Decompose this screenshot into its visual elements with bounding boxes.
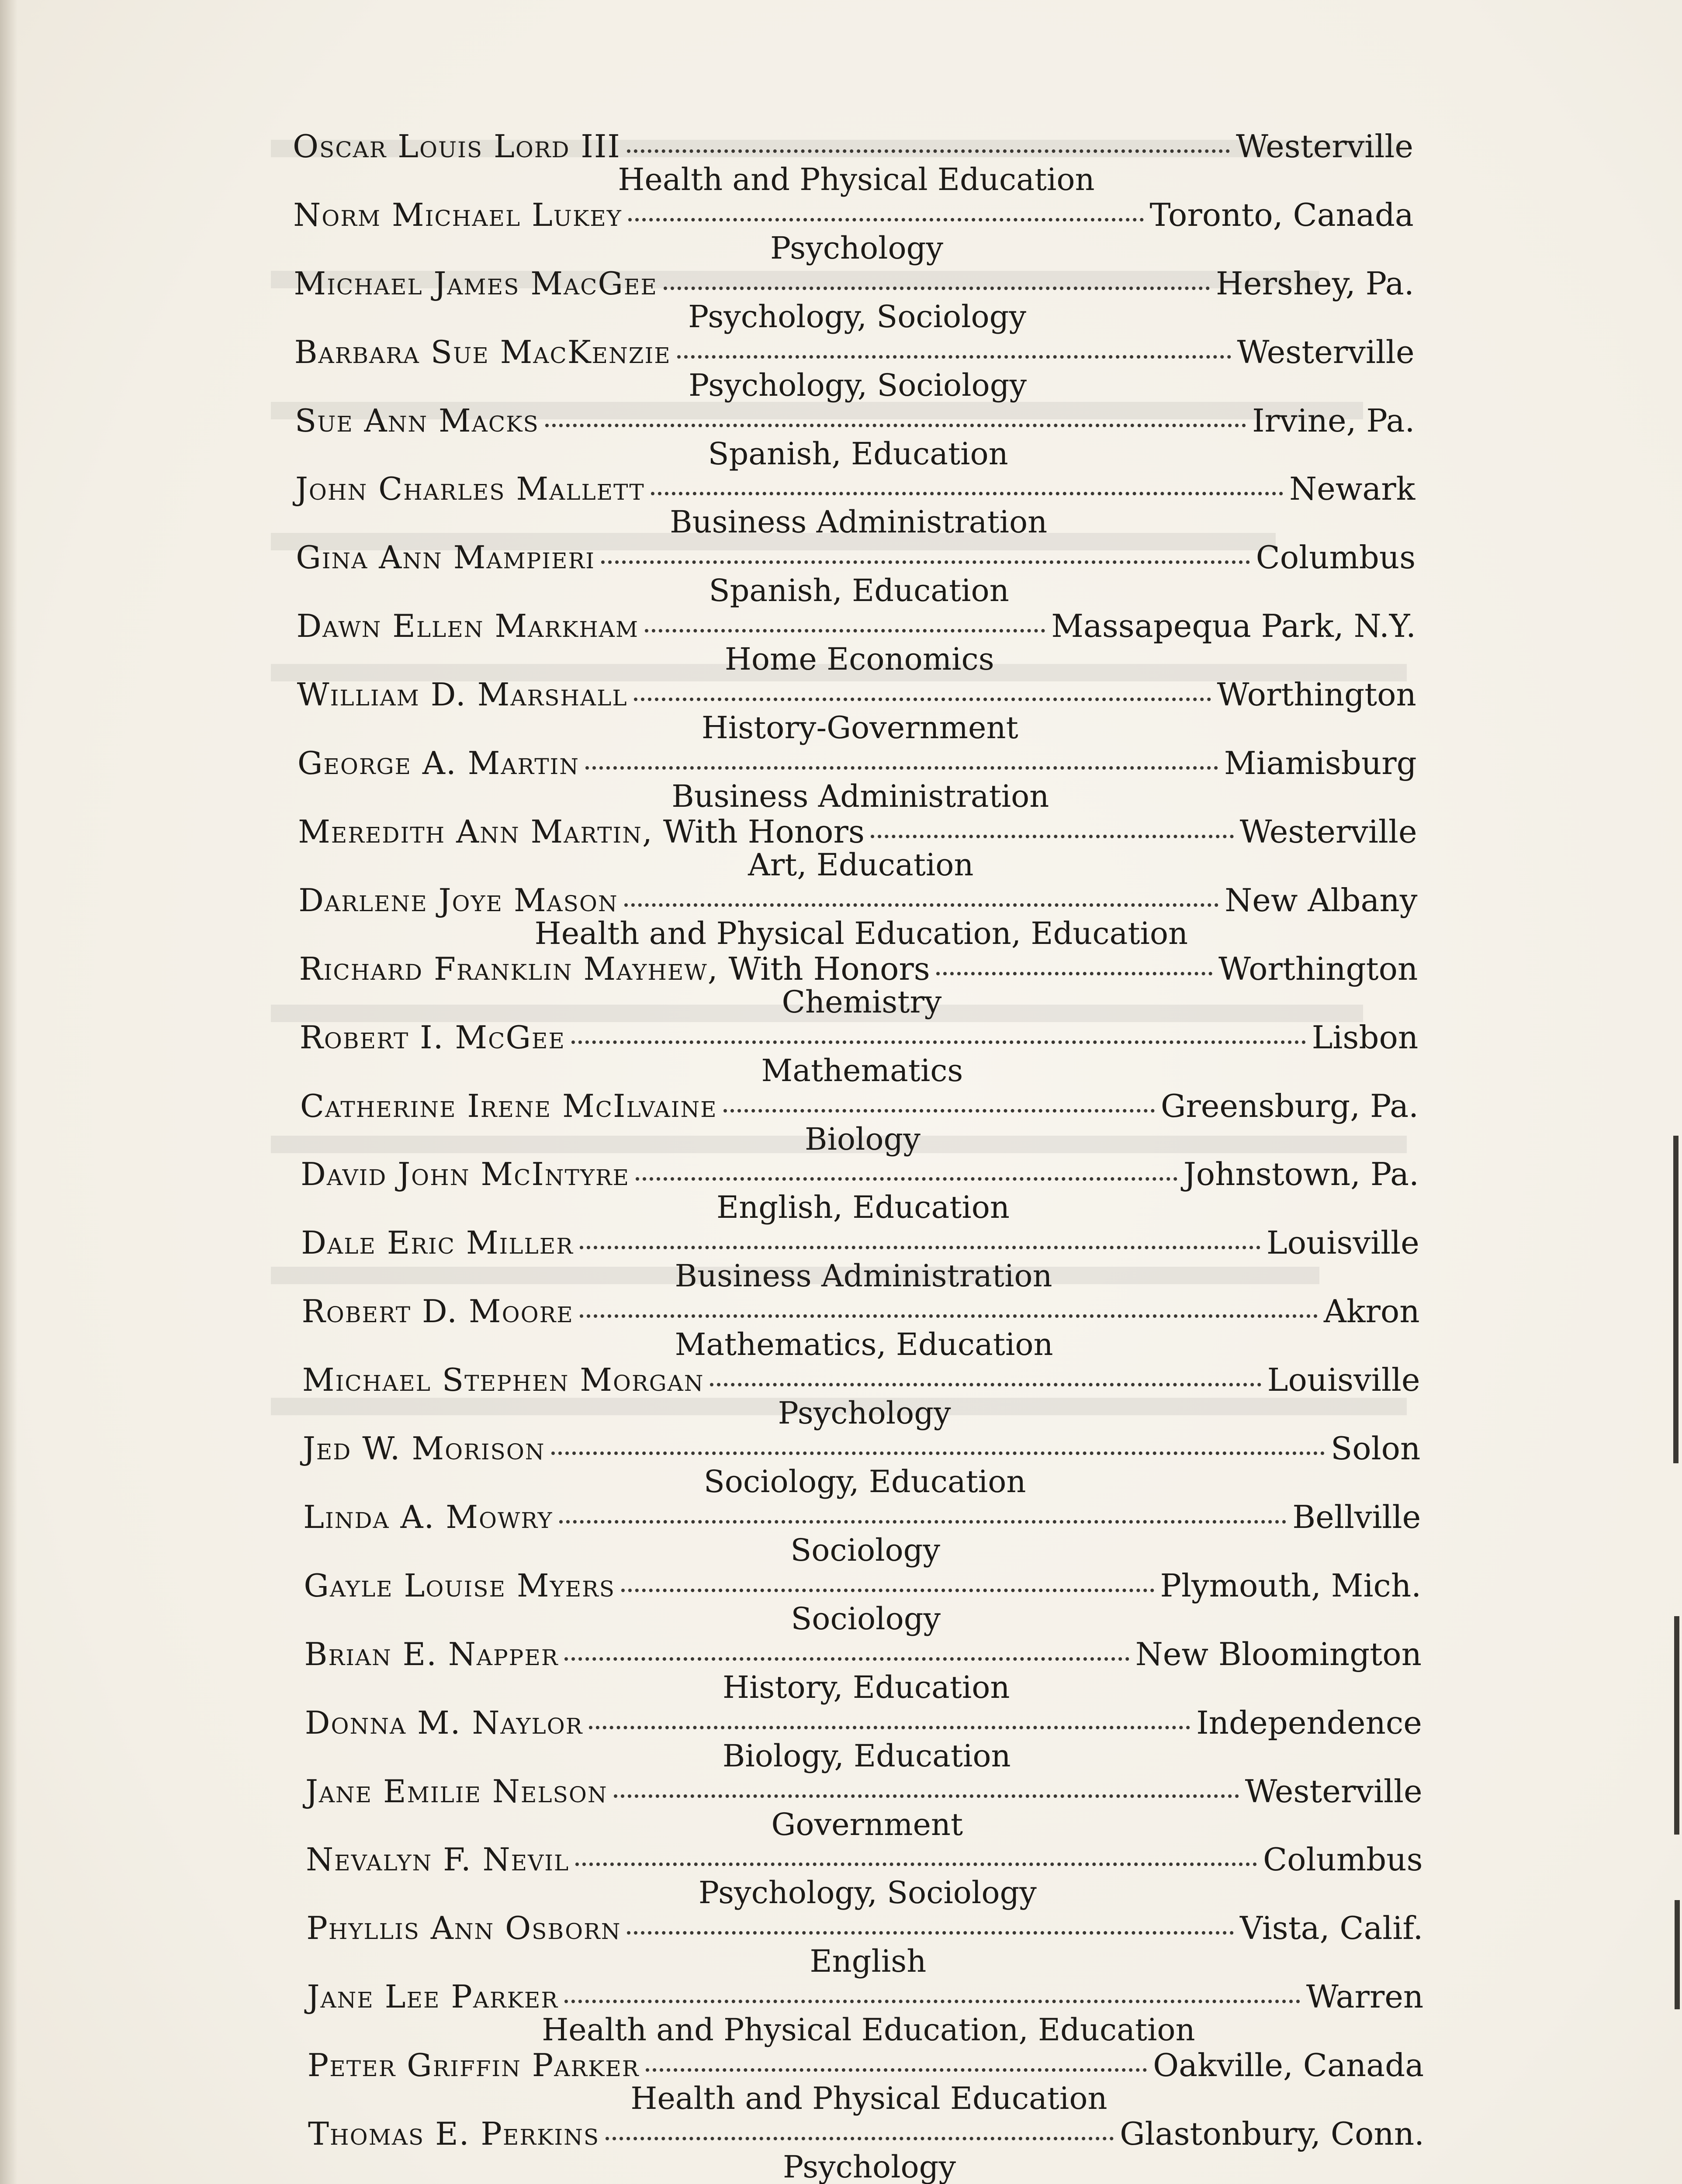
- dot-leader: [585, 766, 1218, 770]
- major-field: Health and Physical Education: [630, 2080, 1107, 2117]
- hometown: Glastonbury, Conn.: [1120, 2115, 1424, 2152]
- major-field: Business Administration: [670, 504, 1048, 540]
- major-field: Spanish, Education: [709, 573, 1009, 609]
- major-field: English: [810, 1943, 927, 1980]
- dot-leader: [614, 1794, 1239, 1798]
- dot-leader: [624, 903, 1219, 907]
- dot-leader: [634, 698, 1211, 701]
- hometown: Worthington: [1218, 950, 1418, 987]
- graduate-name: Dale Eric Miller: [301, 1224, 574, 1261]
- graduate-name: Oscar Louis Lord III: [293, 128, 621, 165]
- major-field: Health and Physical Education, Education: [534, 915, 1188, 951]
- graduate-name: Linda A. Mowry: [303, 1498, 553, 1535]
- dot-leader: [564, 1657, 1129, 1661]
- graduate-name: Robert D. Moore: [301, 1293, 574, 1330]
- dot-leader: [601, 560, 1250, 564]
- hometown: Warren: [1306, 1978, 1424, 2015]
- dot-leader: [551, 1451, 1325, 1455]
- major-field: Home Economics: [724, 641, 994, 677]
- dot-leader: [606, 2137, 1114, 2140]
- hometown: New Albany: [1225, 881, 1418, 919]
- major-field: Sociology: [790, 1532, 941, 1568]
- major-field: Art, Education: [748, 847, 974, 883]
- hometown: Columbus: [1256, 539, 1416, 576]
- dot-leader: [545, 424, 1246, 427]
- graduate-name: Robert I. McGee: [299, 1019, 565, 1056]
- major-field: History-Government: [701, 710, 1018, 746]
- major-field: Psychology: [778, 1395, 951, 1431]
- graduate-name: Darlene Joye Mason: [298, 881, 618, 919]
- hometown: Westerville: [1236, 128, 1413, 165]
- dot-leader: [571, 1040, 1306, 1044]
- graduate-name: Barbara Sue MacKenzie: [294, 333, 671, 370]
- dot-leader: [710, 1383, 1261, 1386]
- hometown: Plymouth, Mich.: [1160, 1567, 1422, 1604]
- hometown: Independence: [1196, 1704, 1422, 1741]
- honors-note: With Honors: [653, 813, 865, 850]
- hometown: Irvine, Pa.: [1252, 402, 1415, 439]
- major-field: Business Administration: [675, 1258, 1052, 1294]
- hometown: Bellville: [1292, 1498, 1421, 1535]
- graduate-name: Nevalyn F. Nevil: [306, 1841, 570, 1878]
- hometown: Westerville: [1239, 813, 1417, 850]
- dot-leader: [627, 1931, 1234, 1935]
- graduate-name: Gayle Louise Myers: [304, 1567, 615, 1604]
- hometown: Newark: [1289, 470, 1416, 508]
- graduate-name: Catherine Irene McIlvaine: [300, 1087, 717, 1124]
- dot-leader: [580, 1314, 1318, 1318]
- major-field: Biology: [805, 1121, 921, 1157]
- hometown: Oakville, Canada: [1153, 2047, 1424, 2084]
- hometown: Lisbon: [1312, 1019, 1419, 1056]
- hometown: Louisville: [1266, 1224, 1419, 1261]
- dot-leader: [664, 287, 1210, 290]
- major-field: History, Education: [722, 1669, 1010, 1705]
- major-field: Psychology, Sociology: [698, 1875, 1037, 1911]
- hometown: Miamisburg: [1224, 745, 1417, 782]
- dot-leader: [646, 2068, 1147, 2072]
- hometown: Louisville: [1267, 1362, 1420, 1399]
- graduate-name: Jane Emilie Nelson: [305, 1773, 608, 1810]
- dot-leader: [559, 1520, 1287, 1524]
- hometown: Solon: [1330, 1430, 1421, 1467]
- graduate-name: Jed W. Morison: [302, 1430, 545, 1467]
- hometown: New Bloomington: [1135, 1635, 1422, 1673]
- graduate-name: David John McIntyre: [301, 1156, 630, 1193]
- hometown: Akron: [1323, 1293, 1420, 1330]
- major-field: Sociology, Education: [703, 1464, 1026, 1500]
- major-field: Sociology: [791, 1600, 941, 1637]
- dot-leader: [677, 355, 1231, 359]
- hometown: Columbus: [1263, 1841, 1423, 1878]
- graduate-name: Sue Ann Macks: [294, 402, 539, 439]
- dot-leader: [575, 1863, 1257, 1866]
- dot-leader: [564, 2000, 1300, 2003]
- honors-note: With Honors: [718, 950, 930, 987]
- hometown: Toronto, Canada: [1149, 196, 1414, 233]
- graduate-name: Gina Ann Mampieri: [296, 539, 595, 576]
- hometown: Johnstown, Pa.: [1183, 1156, 1419, 1193]
- hometown: Massapequa Park, N.Y.: [1051, 608, 1416, 645]
- graduate-name: Donna M. Naylor: [305, 1704, 583, 1741]
- major-field: Psychology, Sociology: [688, 298, 1027, 335]
- graduate-name: Dawn Ellen Markham: [296, 608, 639, 645]
- major-field: Health and Physical Education, Education: [542, 2012, 1195, 2048]
- major-field: Mathematics: [761, 1052, 963, 1089]
- graduate-name: George A. Martin: [297, 745, 580, 782]
- major-field: Psychology, Sociology: [689, 367, 1027, 403]
- dot-leader: [645, 629, 1045, 632]
- graduate-name: Michael James MacGee: [294, 265, 658, 302]
- hometown: Hershey, Pa.: [1216, 265, 1414, 302]
- graduate-name: William D. Marshall: [297, 676, 628, 713]
- major-field: Health and Physical Education: [618, 162, 1095, 197]
- hometown: Westerville: [1237, 333, 1415, 370]
- graduate-name: Phyllis Ann Osborn: [306, 1910, 621, 1947]
- dot-leader: [628, 218, 1144, 221]
- dot-leader: [589, 1726, 1190, 1729]
- dot-leader: [627, 149, 1230, 153]
- dot-leader: [723, 1109, 1155, 1113]
- graduate-name: Richard Franklin Mayhew,: [299, 950, 719, 987]
- dot-leader: [636, 1177, 1177, 1181]
- major-field: Mathematics, Education: [675, 1327, 1053, 1363]
- graduate-name: John Charles Mallett: [295, 470, 645, 508]
- hometown: Worthington: [1217, 676, 1416, 713]
- dot-leader: [936, 972, 1212, 975]
- graduate-name: Jane Lee Parker: [307, 1978, 559, 2015]
- dot-leader: [651, 492, 1283, 495]
- major-field: English, Education: [716, 1189, 1010, 1226]
- major-field: Biology, Education: [722, 1738, 1011, 1774]
- graduate-name: Meredith Ann Martin,: [298, 813, 653, 850]
- graduate-name: Brian E. Napper: [304, 1635, 559, 1673]
- graduate-name: Michael Stephen Morgan: [302, 1362, 704, 1399]
- dot-leader: [580, 1246, 1260, 1249]
- graduate-name: Norm Michael Lukey: [293, 196, 622, 233]
- major-field: Spanish, Education: [708, 435, 1008, 472]
- hometown: Westerville: [1245, 1773, 1422, 1810]
- major-field: Business Administration: [671, 778, 1049, 815]
- dot-leader: [621, 1589, 1154, 1592]
- dot-leader: [871, 835, 1234, 838]
- hometown: Greensburg, Pa.: [1160, 1087, 1419, 1124]
- major-field: Psychology: [782, 2149, 956, 2184]
- hometown: Vista, Calif.: [1240, 1910, 1423, 1947]
- major-field: Psychology: [770, 230, 944, 266]
- graduate-name: Peter Griffin Parker: [307, 2047, 640, 2084]
- graduate-name: Thomas E. Perkins: [308, 2115, 600, 2152]
- major-field: Government: [771, 1806, 963, 1842]
- major-field: Chemistry: [782, 984, 942, 1020]
